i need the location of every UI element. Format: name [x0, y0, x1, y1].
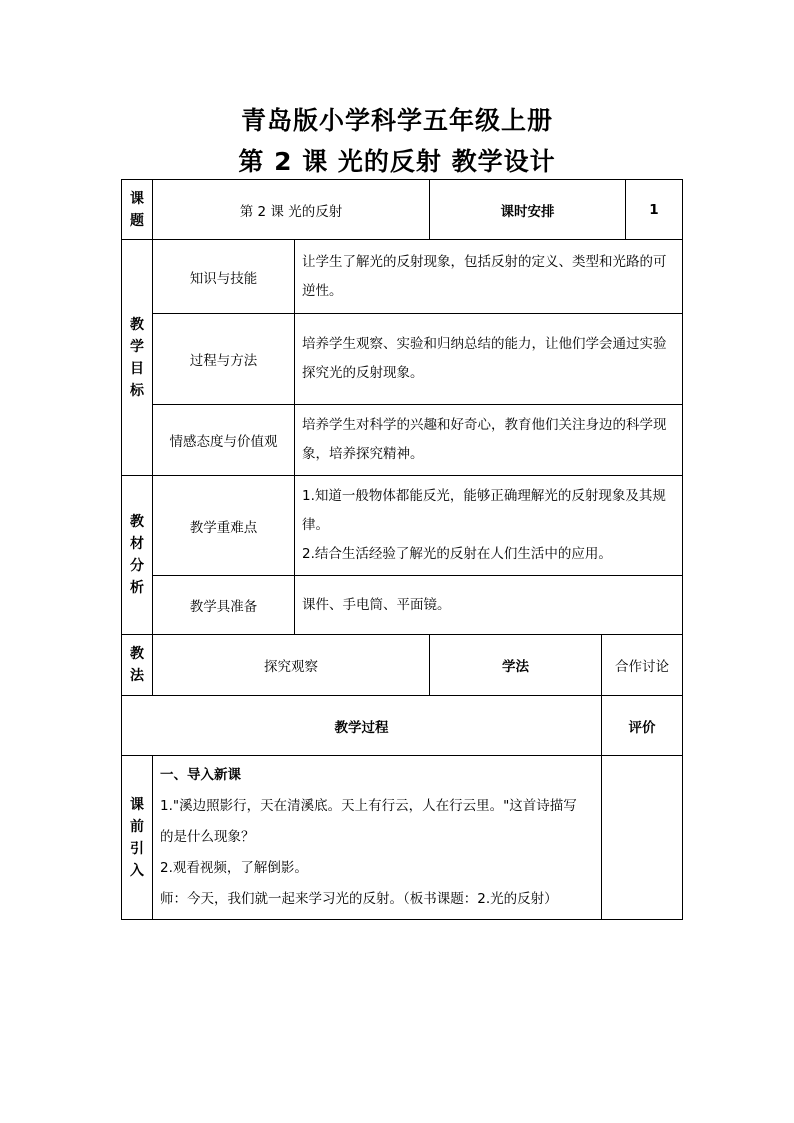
goal-text: 培养学生观察、实验和归纳总结的能力，让他们学会通过实验探究光的反射现象。	[295, 314, 683, 405]
goal-row	[122, 405, 683, 476]
key-point: 2.结合生活经验了解光的反射在人们生活中的应用。	[302, 546, 612, 562]
learning-method-value: 合作讨论	[602, 635, 683, 696]
teaching-method-label: 教 法	[122, 635, 153, 696]
intro-heading: 一、导入新课	[160, 767, 241, 783]
prep-value: 课件、手电筒、平面镜。	[295, 576, 683, 635]
evaluation-header: 评价	[602, 696, 683, 756]
intro-line: 2.观看视频，了解倒影。	[160, 860, 308, 876]
intro-line: 师：今天，我们就一起来学习光的反射。（板书课题：2.光的反射）	[160, 891, 558, 907]
learning-method-label: 学法	[430, 635, 602, 696]
analysis-label: 教 材 分 析	[122, 476, 153, 635]
topic-label: 课 题	[122, 180, 153, 240]
analysis-row	[122, 476, 683, 576]
goal-row	[122, 240, 683, 314]
key-point: 1.知道一般物体都能反光，能够正确理解光的反射现象及其规律。	[302, 488, 666, 533]
methods-row	[122, 635, 683, 696]
goal-name: 情感态度与价值观	[153, 405, 295, 476]
intro-label: 课 前 引 入	[122, 756, 153, 920]
goal-text: 培养学生对科学的兴趣和好奇心，教育他们关注身边的科学现象，培养探究精神。	[295, 405, 683, 476]
schedule-value: 1	[626, 180, 683, 240]
key-points-label: 教学重难点	[153, 476, 295, 576]
topic-value: 第 2 课 光的反射	[153, 180, 430, 240]
document-title: 青岛版小学科学五年级上册	[240, 106, 553, 135]
intro-evaluation	[602, 756, 683, 920]
goal-name: 过程与方法	[153, 314, 295, 405]
teaching-method-value: 探究观察	[153, 635, 430, 696]
intro-row	[122, 756, 683, 920]
goal-row	[122, 314, 683, 405]
goals-label: 教 学 目 标	[122, 240, 153, 476]
prep-label: 教学具准备	[153, 576, 295, 635]
analysis-row	[122, 576, 683, 635]
goal-text: 让学生了解光的反射现象，包括反射的定义、类型和光路的可逆性。	[295, 240, 683, 314]
intro-line: 1."溪边照影行，天在清溪底。天上有行云，人在行云里。"这首诗描写	[160, 798, 577, 814]
process-header-row	[122, 696, 683, 756]
document-subtitle: 第 2 课 光的反射 教学设计	[238, 147, 556, 176]
process-header: 教学过程	[122, 696, 602, 756]
topic-row	[122, 180, 683, 240]
intro-line: 的是什么现象？	[160, 829, 255, 845]
goal-name: 知识与技能	[153, 240, 295, 314]
schedule-label: 课时安排	[430, 180, 626, 240]
intro-content	[153, 756, 602, 920]
key-points-text	[295, 476, 683, 576]
lesson-plan-table	[121, 179, 683, 920]
